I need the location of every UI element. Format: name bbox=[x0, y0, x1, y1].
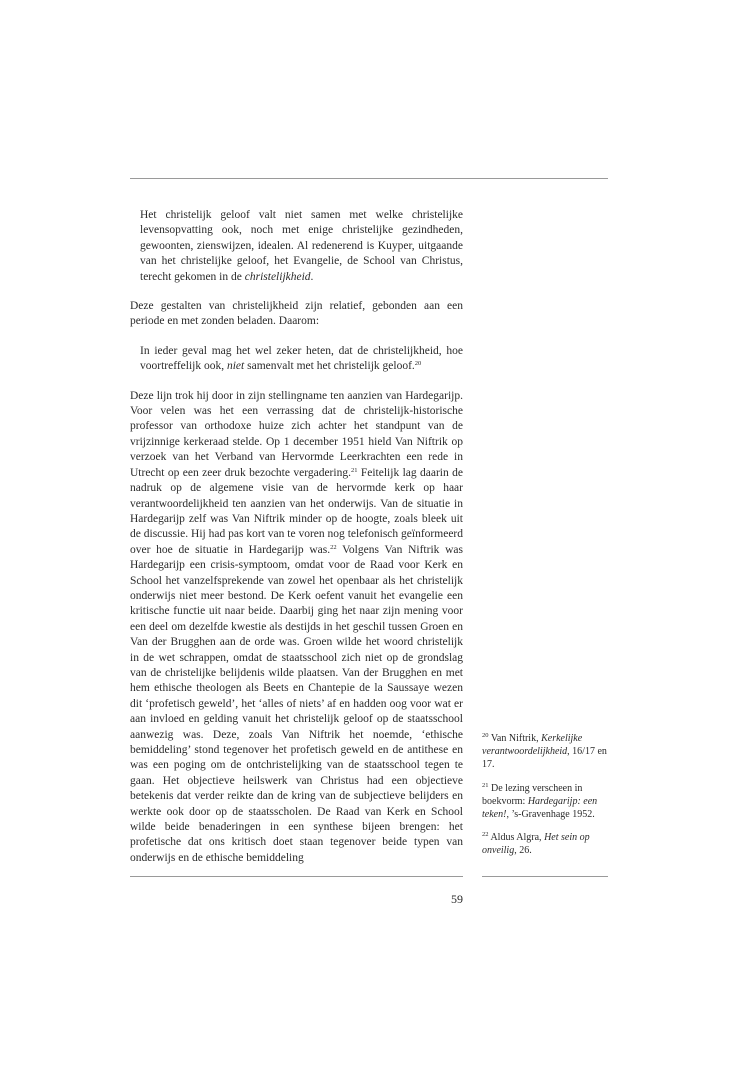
bottom-rule-main bbox=[130, 876, 463, 877]
footnote-20 bbox=[482, 732, 610, 772]
footnote-21 bbox=[482, 782, 610, 822]
paragraph-text: Feitelijk lag daarin de nadruk op de algemene visie van de hervormde kerk op haar verantwoordelijkheid ten aanzien van het onderwijs. Van de situatie in Hardegarijp zelf was Van Niftrik minder op de hoogte, zoals bleek uit de discussie. Hij had pas kort van te voren nog telefonisch geïnformeerd over hoe de situatie in Hardegarijp was. bbox=[130, 466, 463, 556]
quote-text: In ieder geval mag het wel zeker heten, dat de christelijkheid, hoe voortreffelijk ook, bbox=[140, 344, 463, 373]
footnote-text: , 26. bbox=[514, 845, 532, 857]
footnote-text: , ’s-Gravenhage 1952. bbox=[506, 809, 595, 821]
paragraph-text: Volgens Van Niftrik was Hardegarijp een crisis-symptoom, omdat voor de Raad voor Kerk en School het vanzelfsprekende van zowel het openbaar als het christelijk onderwijs niet meer bestond. De Kerk oefent vanuit het evangelie een kritische functie uit naar beide. Daarbij ging het naar zijn mening voor een deel om dezelfde kwestie als destijds in het geschil tussen Groen en Van der Brugghen aan de orde was. Groen wilde het woord christelijk in de wet schrappen, omdat de staatsschool zich niet op de grondslag van de christelijke belijdenis wilde plaatsen. Van der Brugghen en met hem ethische theologen als Beets en Chantepie de la Saussaye wezen dit ‘profetisch geweld’, het ‘alles of niets’ af en hadden oog voor wat er aan invloed en gelding vanuit het christelijk geloof op de staatsschool aanwezig was. Deze, zoals Van Niftrik het noemde, ‘ethische bemiddeling’ stond tegenover het profetisch geweld en de antithese en was een poging om de ontchristelijking van de staatsschool tegen te gaan. Het objectieve heilswerk van Christus had een objectieve betekenis dat verder reikte dan de kring van de subjectieve belijders en werkte ook door op de staatsscholen. De Raad van Kerk en School wilde beide benaderingen in een synthese bijeen brengen: het profetische dat ons kritisch doet staan tegenover beide typen van onderwijs en de ethische bemiddeling bbox=[130, 543, 463, 864]
footnote-22 bbox=[482, 831, 610, 857]
footnote-title: Het sein op onveilig bbox=[482, 832, 590, 857]
block-quote-kuyper bbox=[140, 208, 463, 285]
block-quote-christelijk-geloof bbox=[140, 344, 463, 375]
footnote-number: 22 bbox=[482, 831, 489, 839]
side-notes bbox=[482, 732, 610, 868]
page-number: 59 bbox=[451, 892, 463, 906]
footnote-ref-21[interactable]: 21 bbox=[350, 466, 358, 474]
footnote-number: 21 bbox=[482, 781, 489, 789]
footnote-text: Aldus Algra, bbox=[488, 832, 545, 844]
footnote-text: De lezing verscheen in boekvorm: bbox=[482, 782, 583, 807]
paragraph-christelijkheid: Deze gestalten van christelijkheid zijn relatief, gebonden aan een periode en met zonden beladen. Daarom: bbox=[130, 300, 463, 328]
quote-emphasis: niet bbox=[226, 360, 245, 373]
footnote-number: 20 bbox=[482, 732, 489, 739]
paragraph-hardegarijp bbox=[130, 389, 463, 867]
footnote-ref-20[interactable]: 20 bbox=[414, 360, 422, 368]
footnote-text: , 16/17 en 17. bbox=[482, 746, 607, 771]
top-rule bbox=[130, 178, 608, 179]
paragraph-text: Deze lijn trok hij door in zijn stellingname ten aanzien van Hardegarijp. Voor velen was het een verrassing dat de christelijk-historische professor van orthodoxe huize zich achter het standpunt van de vrijzinnige kerkeraad stelde. Op 1 december 1951 hield Van Niftrik op verzoek van het Verband van Hervormde Leerkrachten een rede in Utrecht op een zeer druk bezochte vergadering. bbox=[130, 389, 463, 479]
footnote-text: Van Niftrik, bbox=[488, 733, 542, 744]
quote-text: Het christelijk geloof valt niet samen met welke christelijke levensopvatting ook, noch met enige christelijke gezindheden, gewoonten, zienswijzen, idealen. Al redenerend is Kuyper, uitgaande van het christelijke geloof, het Evangelie, de School van Christus, terecht gekomen in de bbox=[140, 209, 463, 283]
quote-emphasis: christelijkheid bbox=[244, 270, 311, 283]
footnote-title: Kerkelijke verantwoordelijkheid bbox=[482, 733, 583, 758]
bottom-rule-notes bbox=[482, 876, 608, 877]
footnote-ref-22[interactable]: 22 bbox=[330, 543, 337, 551]
footnote-title: Hardegarijp: een teken! bbox=[482, 795, 598, 821]
main-text-column bbox=[130, 208, 463, 866]
quote-end: . bbox=[310, 270, 314, 283]
quote-text-end: samenvalt met het christelijk geloof. bbox=[244, 360, 415, 373]
